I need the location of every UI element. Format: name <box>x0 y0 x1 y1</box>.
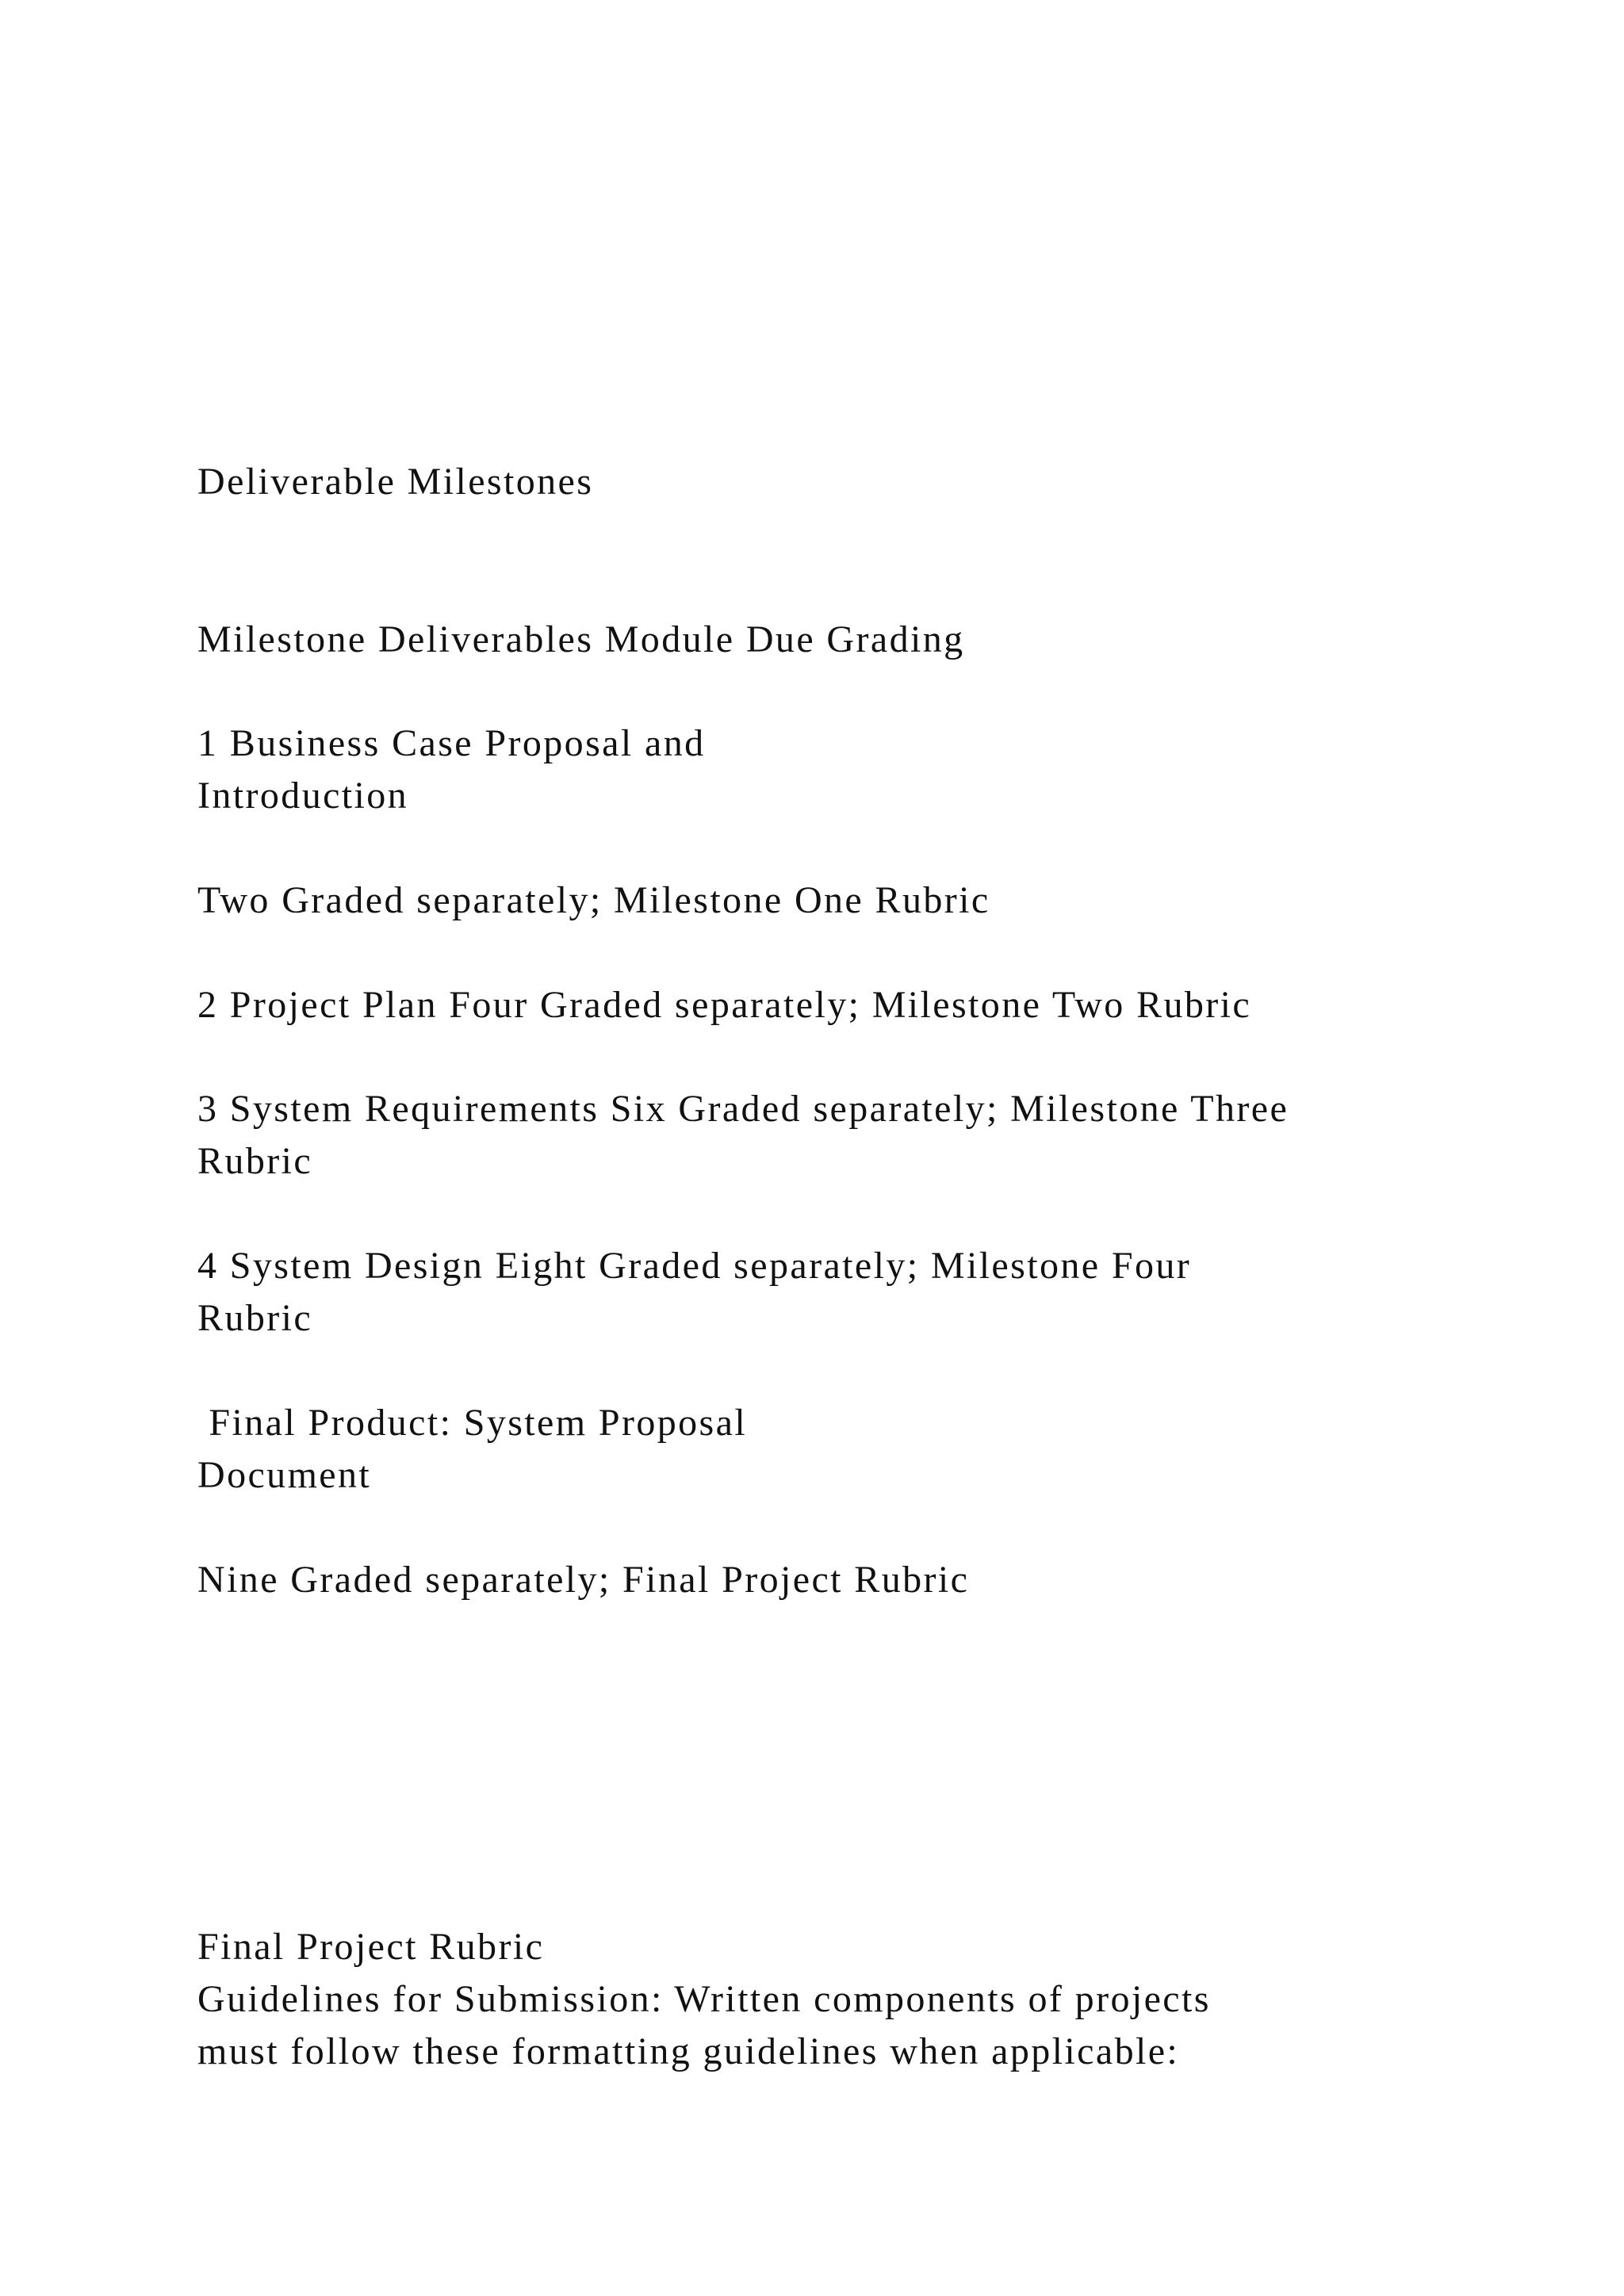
section-heading: Deliverable Milestones <box>197 461 594 503</box>
milestone-1-line-2: Introduction <box>197 775 409 817</box>
guidelines-line-1: Guidelines for Submission: Written components of projects <box>197 1978 1211 2020</box>
milestone-4-line-2: Rubric <box>197 1297 313 1339</box>
guidelines-line-2: must follow these formatting guidelines when applicable: <box>197 2030 1180 2072</box>
final-product-line-2: Document <box>197 1454 372 1496</box>
milestone-1-line-3: Two Graded separately; Milestone One Rubric <box>197 879 990 921</box>
milestone-2-line-1: 2 Project Plan Four Graded separately; Milestone Two Rubric <box>197 984 1252 1026</box>
final-product-line-3: Nine Graded separately; Final Project Rubric <box>197 1559 970 1601</box>
final-product-line-1: Final Product: System Proposal <box>197 1402 748 1444</box>
milestone-4-line-1: 4 System Design Eight Graded separately; Milestone Four <box>197 1245 1192 1287</box>
milestone-3-line-1: 3 System Requirements Six Graded separately; Milestone Three <box>197 1088 1289 1130</box>
table-header-row: Milestone Deliverables Module Due Grading <box>197 618 965 660</box>
milestone-1-line-1: 1 Business Case Proposal and <box>197 722 706 764</box>
rubric-title: Final Project Rubric <box>197 1926 545 1968</box>
milestone-3-line-2: Rubric <box>197 1140 313 1182</box>
